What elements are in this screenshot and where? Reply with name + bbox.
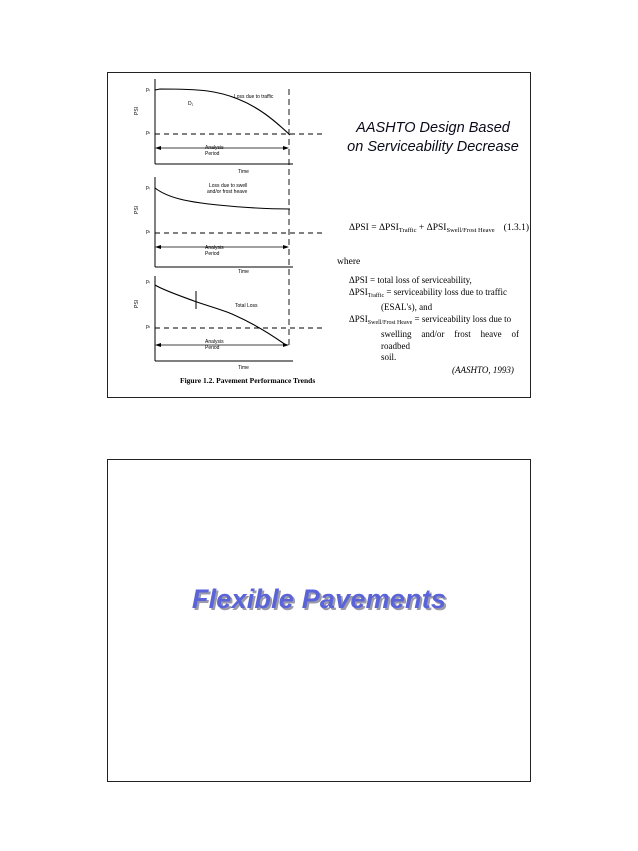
def-text: swelling and/or frost heave of roadbed	[381, 329, 519, 351]
panel3-curve-label: Total Loss	[235, 303, 258, 309]
definition-row	[349, 287, 519, 303]
slide-1	[107, 72, 531, 398]
def-symbol: ΔPSI	[349, 286, 368, 297]
panel1-analysis-1: Analysis	[205, 145, 224, 151]
slide-2	[107, 459, 531, 782]
eq-plus: +	[418, 223, 425, 233]
panel1-d1: D₁	[188, 101, 194, 107]
panel3-pt: pₜ	[146, 324, 151, 330]
where-label: where	[337, 257, 361, 267]
definition-row	[349, 352, 519, 364]
panel2-curve-label-1: Loss due to swell	[209, 183, 248, 189]
panel1-ylabel: PSI	[134, 106, 140, 115]
definition-row	[349, 275, 519, 287]
definitions	[349, 275, 519, 364]
panel2-pt: pₜ	[146, 229, 151, 235]
def-subscript: Swell/Frost Heave	[367, 319, 413, 326]
panel1-analysis-2: Period	[205, 151, 220, 157]
panel-1	[134, 79, 323, 175]
slide1-title	[338, 119, 528, 157]
eq-number: (1.3.1)	[503, 223, 529, 233]
panel2-analysis-1: Analysis	[205, 245, 224, 251]
citation: (AASHTO, 1993)	[452, 365, 514, 375]
panel2-analysis-2: Period	[205, 251, 220, 257]
definition-row	[349, 329, 519, 352]
panel1-xlabel: Time	[238, 169, 249, 175]
eq-lhs: ΔPSI	[349, 223, 369, 233]
slide1-title-line-1: AASHTO Design Based	[356, 120, 510, 136]
panel1-curve-label: Loss due to traffic	[234, 94, 274, 100]
def-text: = serviceability loss due to traffic	[386, 286, 508, 297]
panel2-curve-label-2: and/or frost heave	[207, 189, 248, 195]
panel3-analysis-2: Period	[205, 345, 220, 351]
definition-row	[349, 314, 519, 330]
eq-equals: =	[371, 223, 377, 233]
panel1-pt: pₜ	[146, 130, 151, 136]
def-text: (ESAL's), and	[381, 302, 433, 312]
eq-term1-sub: Traffic	[398, 227, 417, 234]
panel2-ylabel: PSI	[134, 205, 140, 214]
figure-caption: Figure 1.2. Pavement Performance Trends	[180, 376, 316, 385]
panel3-xlabel: Time	[238, 365, 249, 371]
def-symbol: ΔPSI	[349, 313, 368, 324]
def-subscript: Traffic	[367, 292, 385, 299]
panel3-curve	[155, 285, 286, 345]
definition-row	[349, 302, 519, 314]
slide2-title: Flexible Pavements	[191, 584, 447, 614]
slide1-title-line-2: on Serviceability Decrease	[347, 139, 519, 155]
panel3-pi: pᵢ	[146, 279, 150, 285]
equation	[349, 223, 529, 234]
panel2-xlabel: Time	[238, 269, 249, 275]
def-text: = total loss of serviceability,	[370, 275, 472, 285]
eq-term1: ΔPSI	[378, 223, 399, 233]
panel3-ylabel: PSI	[134, 299, 140, 308]
panel-2	[134, 177, 323, 275]
panel-3	[134, 276, 323, 371]
def-symbol: ΔPSI	[349, 275, 368, 285]
panel1-pi: pᵢ	[146, 87, 150, 93]
def-text: soil.	[381, 352, 397, 362]
panel2-pi: pᵢ	[146, 185, 150, 191]
def-text: = serviceability loss due to	[414, 313, 512, 324]
eq-term2: ΔPSI	[426, 223, 447, 233]
panel3-analysis-1: Analysis	[205, 339, 224, 345]
eq-term2-sub: Swell/Frost Heave	[446, 227, 495, 234]
